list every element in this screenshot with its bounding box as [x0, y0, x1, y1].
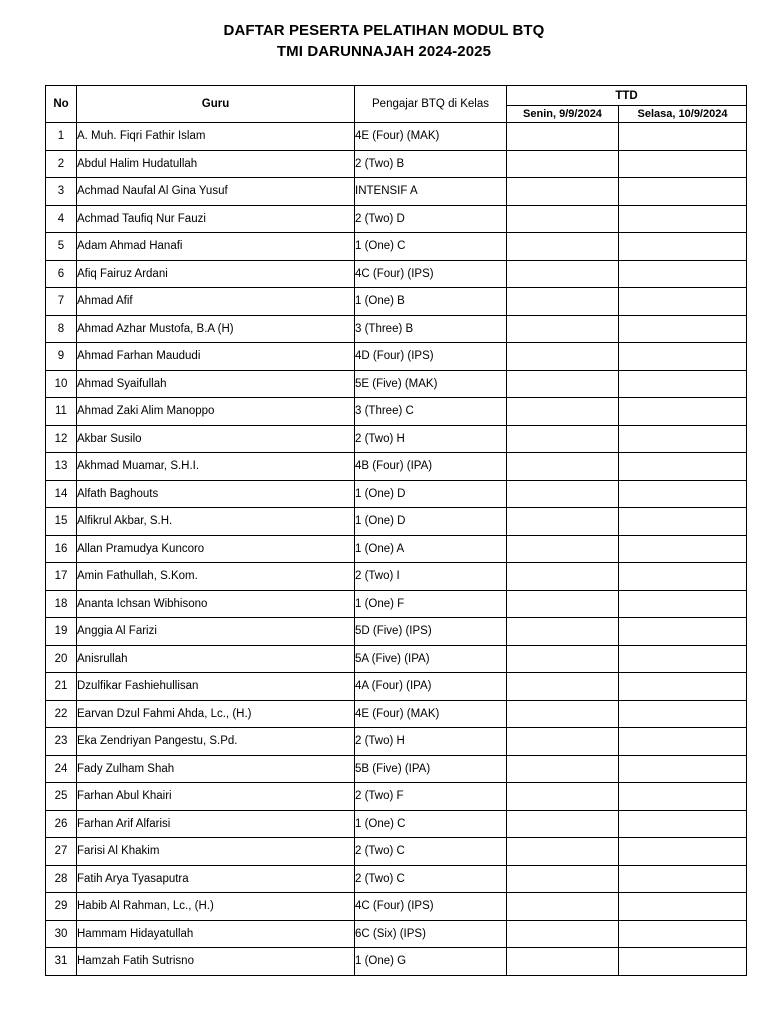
row-number: 9: [46, 343, 77, 371]
teacher-name: Anggia Al Farizi: [77, 618, 355, 646]
teacher-name: Hammam Hidayatullah: [77, 920, 355, 948]
class-assignment: 3 (Three) B: [355, 315, 507, 343]
class-assignment: 2 (Two) H: [355, 728, 507, 756]
table-row: [46, 783, 747, 811]
header-ttd: TTD: [507, 86, 747, 106]
row-number: 10: [46, 370, 77, 398]
signature-cell-day-2: [619, 178, 747, 206]
signature-cell-day-2: [619, 398, 747, 426]
signature-cell-day-1: [507, 398, 619, 426]
signature-cell-day-2: [619, 590, 747, 618]
header-row: [46, 86, 747, 106]
row-number: 28: [46, 865, 77, 893]
signature-cell-day-2: [619, 838, 747, 866]
row-number: 16: [46, 535, 77, 563]
row-number: 26: [46, 810, 77, 838]
teacher-name: Ahmad Afif: [77, 288, 355, 316]
class-assignment: 4C (Four) (IPS): [355, 260, 507, 288]
table-row: [46, 288, 747, 316]
teacher-name: Akhmad Muamar, S.H.I.: [77, 453, 355, 481]
signature-cell-day-1: [507, 590, 619, 618]
signature-cell-day-1: [507, 755, 619, 783]
table-row: [46, 178, 747, 206]
table-row: [46, 893, 747, 921]
signature-cell-day-2: [619, 865, 747, 893]
signature-cell-day-2: [619, 700, 747, 728]
class-assignment: 2 (Two) I: [355, 563, 507, 591]
signature-cell-day-2: [619, 728, 747, 756]
header-day-2: Selasa, 10/9/2024: [619, 106, 747, 123]
table-row: [46, 343, 747, 371]
row-number: 20: [46, 645, 77, 673]
signature-cell-day-1: [507, 783, 619, 811]
class-assignment: 1 (One) A: [355, 535, 507, 563]
signature-cell-day-2: [619, 260, 747, 288]
title-line-1: DAFTAR PESERTA PELATIHAN MODUL BTQ: [223, 22, 545, 39]
class-assignment: 2 (Two) C: [355, 838, 507, 866]
signature-cell-day-1: [507, 123, 619, 151]
class-assignment: 4E (Four) (MAK): [355, 700, 507, 728]
signature-cell-day-2: [619, 480, 747, 508]
signature-cell-day-2: [619, 315, 747, 343]
class-assignment: 2 (Two) B: [355, 150, 507, 178]
signature-cell-day-2: [619, 563, 747, 591]
teacher-name: Afiq Fairuz Ardani: [77, 260, 355, 288]
teacher-name: Ahmad Azhar Mustofa, B.A (H): [77, 315, 355, 343]
title-line-2: TMI DARUNNAJAH 2024-2025: [276, 43, 492, 60]
row-number: 17: [46, 563, 77, 591]
header-kelas: Pengajar BTQ di Kelas: [355, 86, 507, 123]
signature-cell-day-2: [619, 673, 747, 701]
signature-cell-day-1: [507, 838, 619, 866]
teacher-name: Habib Al Rahman, Lc., (H.): [77, 893, 355, 921]
teacher-name: Ahmad Syaifullah: [77, 370, 355, 398]
teacher-name: Alfath Baghouts: [77, 480, 355, 508]
row-number: 13: [46, 453, 77, 481]
signature-cell-day-1: [507, 480, 619, 508]
teacher-name: Adam Ahmad Hanafi: [77, 233, 355, 261]
signature-cell-day-1: [507, 205, 619, 233]
table-row: [46, 948, 747, 976]
signature-cell-day-1: [507, 535, 619, 563]
signature-cell-day-1: [507, 673, 619, 701]
signature-cell-day-1: [507, 178, 619, 206]
signature-cell-day-2: [619, 288, 747, 316]
class-assignment: 5D (Five) (IPS): [355, 618, 507, 646]
signature-cell-day-1: [507, 645, 619, 673]
class-assignment: 2 (Two) F: [355, 783, 507, 811]
table-row: [46, 535, 747, 563]
table-row: [46, 233, 747, 261]
signature-cell-day-1: [507, 893, 619, 921]
class-assignment: 4D (Four) (IPS): [355, 343, 507, 371]
table-row: [46, 398, 747, 426]
table-row: [46, 480, 747, 508]
signature-cell-day-1: [507, 865, 619, 893]
row-number: 21: [46, 673, 77, 701]
teacher-name: Ahmad Zaki Alim Manoppo: [77, 398, 355, 426]
signature-cell-day-2: [619, 535, 747, 563]
signature-cell-day-1: [507, 150, 619, 178]
table-row: [46, 123, 747, 151]
teacher-name: Amin Fathullah, S.Kom.: [77, 563, 355, 591]
signature-cell-day-2: [619, 783, 747, 811]
teacher-name: Earvan Dzul Fahmi Ahda, Lc., (H.): [77, 700, 355, 728]
class-assignment: 2 (Two) H: [355, 425, 507, 453]
teacher-name: Allan Pramudya Kuncoro: [77, 535, 355, 563]
row-number: 2: [46, 150, 77, 178]
signature-cell-day-2: [619, 370, 747, 398]
signature-cell-day-1: [507, 563, 619, 591]
table-row: [46, 453, 747, 481]
participant-table: [45, 85, 747, 976]
table-row: [46, 755, 747, 783]
signature-cell-day-2: [619, 343, 747, 371]
teacher-name: Fady Zulham Shah: [77, 755, 355, 783]
teacher-name: Farhan Abul Khairi: [77, 783, 355, 811]
signature-cell-day-2: [619, 453, 747, 481]
header-no: No: [46, 86, 77, 123]
row-number: 29: [46, 893, 77, 921]
table-row: [46, 425, 747, 453]
row-number: 31: [46, 948, 77, 976]
signature-cell-day-1: [507, 315, 619, 343]
class-assignment: 1 (One) G: [355, 948, 507, 976]
signature-cell-day-2: [619, 205, 747, 233]
row-number: 7: [46, 288, 77, 316]
row-number: 18: [46, 590, 77, 618]
class-assignment: 1 (One) C: [355, 810, 507, 838]
signature-cell-day-1: [507, 618, 619, 646]
signature-cell-day-1: [507, 920, 619, 948]
row-number: 23: [46, 728, 77, 756]
table-row: [46, 865, 747, 893]
teacher-name: Fatih Arya Tyasaputra: [77, 865, 355, 893]
class-assignment: 5E (Five) (MAK): [355, 370, 507, 398]
signature-cell-day-1: [507, 288, 619, 316]
row-number: 15: [46, 508, 77, 536]
class-assignment: 1 (One) C: [355, 233, 507, 261]
signature-cell-day-2: [619, 425, 747, 453]
signature-cell-day-2: [619, 755, 747, 783]
signature-cell-day-2: [619, 948, 747, 976]
signature-cell-day-1: [507, 233, 619, 261]
signature-cell-day-2: [619, 233, 747, 261]
row-number: 3: [46, 178, 77, 206]
signature-cell-day-2: [619, 645, 747, 673]
signature-cell-day-2: [619, 508, 747, 536]
teacher-name: Abdul Halim Hudatullah: [77, 150, 355, 178]
table-row: [46, 150, 747, 178]
table-row: [46, 700, 747, 728]
row-number: 5: [46, 233, 77, 261]
row-number: 25: [46, 783, 77, 811]
table-row: [46, 315, 747, 343]
table-body: [46, 123, 747, 976]
row-number: 19: [46, 618, 77, 646]
row-number: 4: [46, 205, 77, 233]
teacher-name: Dzulfikar Fashiehullisan: [77, 673, 355, 701]
row-number: 22: [46, 700, 77, 728]
signature-cell-day-2: [619, 123, 747, 151]
teacher-name: Farhan Arif Alfarisi: [77, 810, 355, 838]
table-row: [46, 590, 747, 618]
row-number: 30: [46, 920, 77, 948]
teacher-name: Farisi Al Khakim: [77, 838, 355, 866]
class-assignment: 1 (One) F: [355, 590, 507, 618]
table-row: [46, 645, 747, 673]
class-assignment: 4C (Four) (IPS): [355, 893, 507, 921]
teacher-name: Ananta Ichsan Wibhisono: [77, 590, 355, 618]
row-number: 8: [46, 315, 77, 343]
signature-cell-day-2: [619, 150, 747, 178]
header-guru: Guru: [77, 86, 355, 123]
teacher-name: Hamzah Fatih Sutrisno: [77, 948, 355, 976]
teacher-name: Eka Zendriyan Pangestu, S.Pd.: [77, 728, 355, 756]
signature-cell-day-1: [507, 425, 619, 453]
signature-cell-day-2: [619, 893, 747, 921]
class-assignment: 6C (Six) (IPS): [355, 920, 507, 948]
table-row: [46, 838, 747, 866]
row-number: 24: [46, 755, 77, 783]
teacher-name: A. Muh. Fiqri Fathir Islam: [77, 123, 355, 151]
table-row: [46, 563, 747, 591]
table-row: [46, 673, 747, 701]
signature-cell-day-2: [619, 618, 747, 646]
teacher-name: Achmad Naufal Al Gina Yusuf: [77, 178, 355, 206]
row-number: 12: [46, 425, 77, 453]
class-assignment: 1 (One) D: [355, 508, 507, 536]
row-number: 11: [46, 398, 77, 426]
class-assignment: 4E (Four) (MAK): [355, 123, 507, 151]
row-number: 27: [46, 838, 77, 866]
class-assignment: 5A (Five) (IPA): [355, 645, 507, 673]
class-assignment: 3 (Three) C: [355, 398, 507, 426]
row-number: 1: [46, 123, 77, 151]
document-title: [0, 20, 768, 62]
signature-cell-day-1: [507, 700, 619, 728]
signature-cell-day-1: [507, 370, 619, 398]
signature-cell-day-2: [619, 920, 747, 948]
table-row: [46, 618, 747, 646]
table-row: [46, 920, 747, 948]
teacher-name: Achmad Taufiq Nur Fauzi: [77, 205, 355, 233]
signature-cell-day-1: [507, 728, 619, 756]
class-assignment: 1 (One) D: [355, 480, 507, 508]
class-assignment: 5B (Five) (IPA): [355, 755, 507, 783]
class-assignment: INTENSIF A: [355, 178, 507, 206]
class-assignment: 2 (Two) D: [355, 205, 507, 233]
signature-cell-day-1: [507, 453, 619, 481]
table-row: [46, 370, 747, 398]
signature-cell-day-1: [507, 343, 619, 371]
class-assignment: 1 (One) B: [355, 288, 507, 316]
teacher-name: Akbar Susilo: [77, 425, 355, 453]
teacher-name: Alfikrul Akbar, S.H.: [77, 508, 355, 536]
header-day-1: Senin, 9/9/2024: [507, 106, 619, 123]
signature-cell-day-1: [507, 260, 619, 288]
table-row: [46, 728, 747, 756]
signature-cell-day-1: [507, 508, 619, 536]
row-number: 14: [46, 480, 77, 508]
table-row: [46, 810, 747, 838]
teacher-name: Ahmad Farhan Maududi: [77, 343, 355, 371]
table-row: [46, 260, 747, 288]
signature-cell-day-1: [507, 810, 619, 838]
signature-cell-day-2: [619, 810, 747, 838]
table-row: [46, 205, 747, 233]
signature-cell-day-1: [507, 948, 619, 976]
row-number: 6: [46, 260, 77, 288]
class-assignment: 2 (Two) C: [355, 865, 507, 893]
class-assignment: 4A (Four) (IPA): [355, 673, 507, 701]
teacher-name: Anisrullah: [77, 645, 355, 673]
class-assignment: 4B (Four) (IPA): [355, 453, 507, 481]
table-row: [46, 508, 747, 536]
